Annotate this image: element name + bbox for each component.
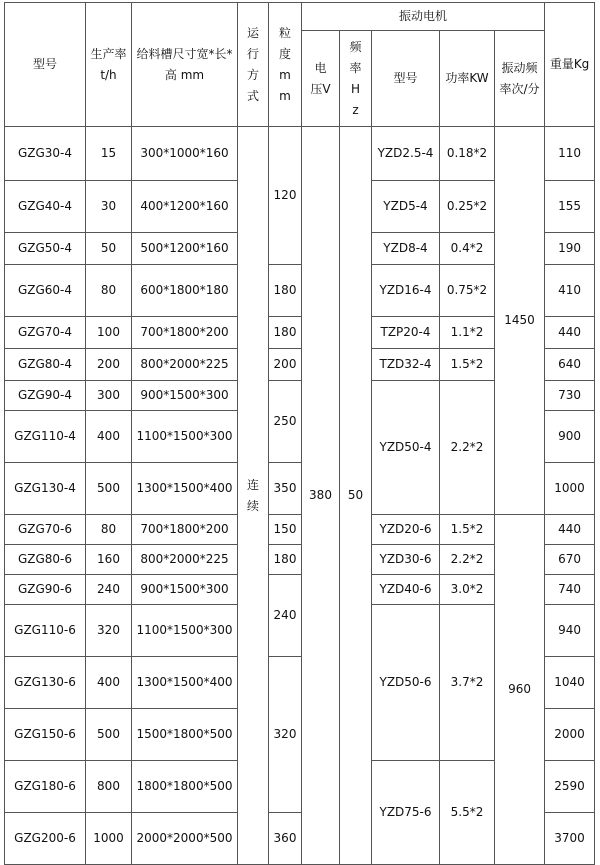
cell-weight: 155 [545, 181, 595, 233]
cell-trough-size: 1300*1500*400 [132, 657, 238, 709]
cell-motor-model: YZD50-6 [372, 605, 440, 761]
cell-power: 0.18*2 [440, 127, 495, 181]
cell-model: GZG60-4 [5, 265, 86, 317]
cell-trough-size: 1100*1500*300 [132, 411, 238, 463]
cell-particle-size: 180 [269, 265, 302, 317]
cell-output: 240 [86, 575, 132, 605]
cell-power: 2.2*2 [440, 381, 495, 515]
cell-model: GZG50-4 [5, 233, 86, 265]
cell-model: GZG200-6 [5, 813, 86, 865]
cell-model: GZG80-6 [5, 545, 86, 575]
cell-weight: 1000 [545, 463, 595, 515]
cell-model: GZG40-4 [5, 181, 86, 233]
cell-motor-model: YZD30-6 [372, 545, 440, 575]
cell-weight: 110 [545, 127, 595, 181]
header-motor-model: 型号 [372, 31, 440, 127]
cell-model: GZG90-4 [5, 381, 86, 411]
cell-power: 0.75*2 [440, 265, 495, 317]
cell-power: 1.5*2 [440, 349, 495, 381]
cell-trough-size: 300*1000*160 [132, 127, 238, 181]
cell-output: 500 [86, 709, 132, 761]
cell-power: 1.1*2 [440, 317, 495, 349]
cell-motor-model: YZD40-6 [372, 575, 440, 605]
header-vibration-frequency: 振动频率次/分 [495, 31, 545, 127]
cell-output: 50 [86, 233, 132, 265]
cell-output: 400 [86, 411, 132, 463]
cell-model: GZG30-4 [5, 127, 86, 181]
cell-model: GZG90-6 [5, 575, 86, 605]
cell-motor-model: TZP20-4 [372, 317, 440, 349]
cell-frequency: 50 [340, 127, 372, 865]
cell-weight: 3700 [545, 813, 595, 865]
cell-output: 200 [86, 349, 132, 381]
header-particle-size: 粒度mm [269, 3, 302, 127]
cell-output: 100 [86, 317, 132, 349]
cell-motor-model: TZD32-4 [372, 349, 440, 381]
cell-motor-model: YZD50-4 [372, 381, 440, 515]
cell-output: 500 [86, 463, 132, 515]
cell-power: 5.5*2 [440, 761, 495, 865]
cell-model: GZG130-4 [5, 463, 86, 515]
cell-output: 15 [86, 127, 132, 181]
cell-power: 2.2*2 [440, 545, 495, 575]
table-row [5, 127, 595, 181]
header-frequency: 频率Hz [340, 31, 372, 127]
table-row [5, 515, 595, 545]
cell-output: 800 [86, 761, 132, 813]
cell-trough-size: 1100*1500*300 [132, 605, 238, 657]
cell-trough-size: 800*2000*225 [132, 545, 238, 575]
cell-weight: 670 [545, 545, 595, 575]
cell-weight: 940 [545, 605, 595, 657]
cell-trough-size: 1300*1500*400 [132, 463, 238, 515]
cell-trough-size: 400*1200*160 [132, 181, 238, 233]
spec-table [4, 2, 595, 865]
cell-output: 400 [86, 657, 132, 709]
header-row [5, 3, 595, 31]
cell-operation: 连续 [238, 127, 269, 865]
cell-particle-size: 240 [269, 575, 302, 657]
cell-particle-size: 360 [269, 813, 302, 865]
cell-trough-size: 700*1800*200 [132, 317, 238, 349]
cell-trough-size: 2000*2000*500 [132, 813, 238, 865]
cell-trough-size: 1500*1800*500 [132, 709, 238, 761]
cell-power: 1.5*2 [440, 515, 495, 545]
cell-weight: 2590 [545, 761, 595, 813]
cell-trough-size: 700*1800*200 [132, 515, 238, 545]
cell-weight: 440 [545, 515, 595, 545]
cell-particle-size: 250 [269, 381, 302, 463]
cell-trough-size: 900*1500*300 [132, 575, 238, 605]
cell-particle-size: 350 [269, 463, 302, 515]
cell-trough-size: 600*1800*180 [132, 265, 238, 317]
cell-motor-model: YZD75-6 [372, 761, 440, 865]
header-output: 生产率t/h [86, 3, 132, 127]
cell-particle-size: 180 [269, 317, 302, 349]
cell-output: 30 [86, 181, 132, 233]
cell-output: 80 [86, 265, 132, 317]
cell-power: 0.25*2 [440, 181, 495, 233]
cell-model: GZG70-6 [5, 515, 86, 545]
header-voltage: 电压V [302, 31, 340, 127]
cell-trough-size: 800*2000*225 [132, 349, 238, 381]
cell-particle-size: 180 [269, 545, 302, 575]
cell-weight: 900 [545, 411, 595, 463]
cell-output: 1000 [86, 813, 132, 865]
cell-weight: 440 [545, 317, 595, 349]
cell-motor-model: YZD8-4 [372, 233, 440, 265]
cell-model: GZG130-6 [5, 657, 86, 709]
cell-weight: 740 [545, 575, 595, 605]
cell-trough-size: 500*1200*160 [132, 233, 238, 265]
header-trough-size: 给料槽尺寸宽*长*高 mm [132, 3, 238, 127]
cell-particle-size: 150 [269, 515, 302, 545]
cell-model: GZG180-6 [5, 761, 86, 813]
cell-weight: 730 [545, 381, 595, 411]
cell-output: 80 [86, 515, 132, 545]
cell-output: 300 [86, 381, 132, 411]
cell-output: 320 [86, 605, 132, 657]
cell-vibration-frequency: 960 [495, 515, 545, 865]
cell-model: GZG150-6 [5, 709, 86, 761]
header-operation: 运行方式 [238, 3, 269, 127]
cell-vibration-frequency: 1450 [495, 127, 545, 515]
cell-model: GZG110-6 [5, 605, 86, 657]
cell-power: 3.0*2 [440, 575, 495, 605]
cell-trough-size: 900*1500*300 [132, 381, 238, 411]
cell-particle-size: 200 [269, 349, 302, 381]
cell-model: GZG110-4 [5, 411, 86, 463]
cell-model: GZG80-4 [5, 349, 86, 381]
cell-voltage: 380 [302, 127, 340, 865]
cell-motor-model: YZD2.5-4 [372, 127, 440, 181]
cell-weight: 410 [545, 265, 595, 317]
cell-power: 0.4*2 [440, 233, 495, 265]
cell-motor-model: YZD16-4 [372, 265, 440, 317]
cell-power: 3.7*2 [440, 605, 495, 761]
cell-particle-size: 320 [269, 657, 302, 813]
header-weight: 重量Kg [545, 3, 595, 127]
cell-motor-model: YZD5-4 [372, 181, 440, 233]
cell-particle-size: 120 [269, 127, 302, 265]
cell-weight: 1040 [545, 657, 595, 709]
cell-weight: 2000 [545, 709, 595, 761]
cell-motor-model: YZD20-6 [372, 515, 440, 545]
cell-weight: 640 [545, 349, 595, 381]
cell-output: 160 [86, 545, 132, 575]
header-power: 功率KW [440, 31, 495, 127]
header-model: 型号 [5, 3, 86, 127]
cell-weight: 190 [545, 233, 595, 265]
cell-trough-size: 1800*1800*500 [132, 761, 238, 813]
cell-model: GZG70-4 [5, 317, 86, 349]
header-vibration-motor: 振动电机 [302, 3, 545, 31]
